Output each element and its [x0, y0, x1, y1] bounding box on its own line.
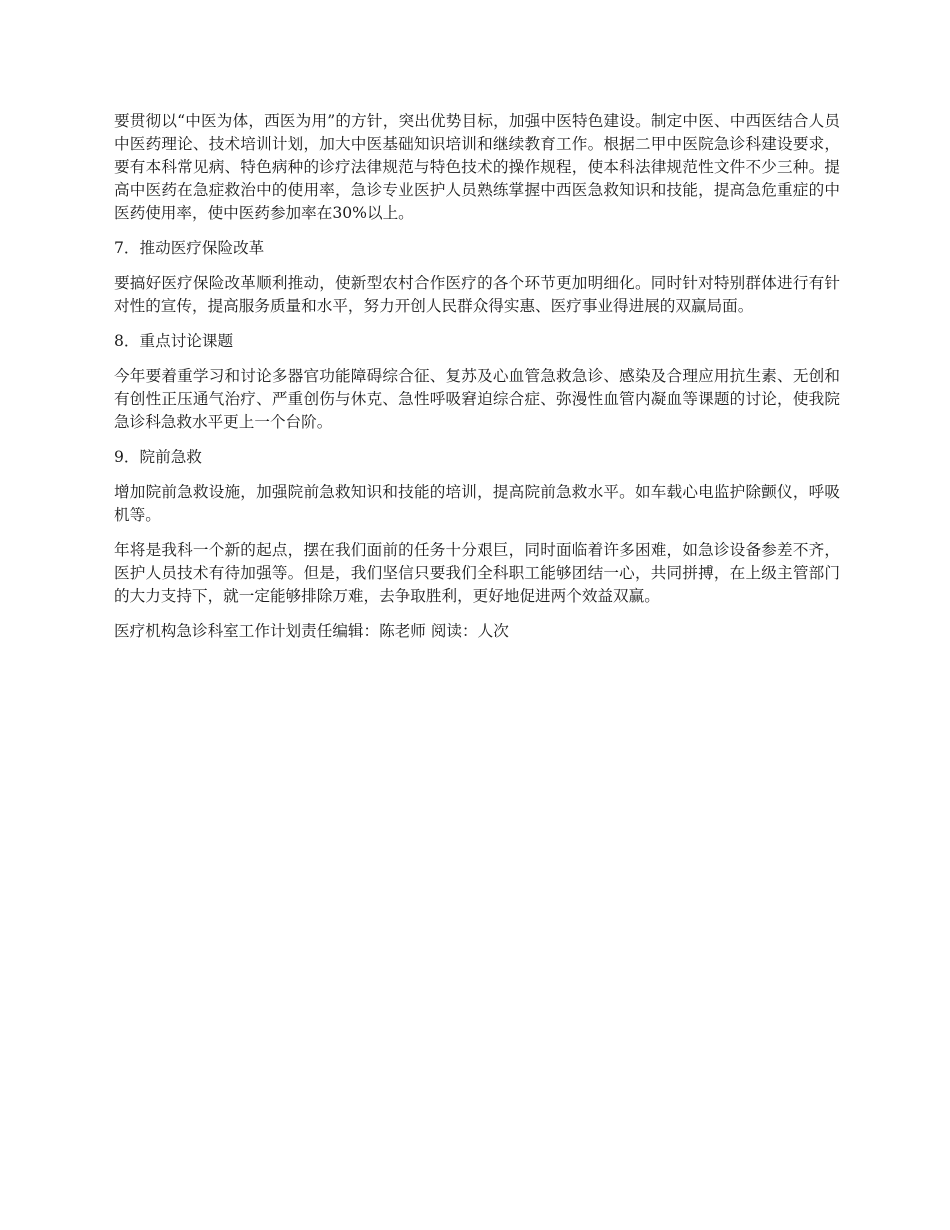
heading-medical-insurance-reform: 7．推动医疗保险改革 [114, 239, 265, 257]
heading-key-topics: 8．重点讨论课题 [114, 332, 234, 350]
paragraph-key-topics: 今年要着重学习和讨论多器官功能障碍综合征、复苏及心血管急救急诊、感染及合理应用抗生素、无创和有创性正压通气治疗、严重创伤与休克、急性呼吸窘迫综合症、弥漫性血管内凝血等课题的讨论，使我院急诊科急救水平更上一个台阶。 [114, 367, 840, 431]
document-body [114, 110, 840, 655]
paragraph-editor-footer: 医疗机构急诊科室工作计划责任编辑：陈老师 阅读：人次 [114, 622, 509, 640]
paragraph-prehospital-emergency: 增加院前急救设施，加强院前急救知识和技能的培训，提高院前急救水平。如车载心电监护除颤仪，呼吸机等。 [114, 483, 840, 524]
heading-prehospital-emergency: 9．院前急救 [114, 448, 202, 466]
paragraph-tcm-development: 要贯彻以“中医为体，西医为用”的方针，突出优势目标，加强中医特色建设。制定中医、中西医结合人员中医药理论、技术培训计划，加大中医基础知识培训和继续教育工作。根据二甲中医院急诊科建设要求，要有本科常见病、特色病种的诊疗法律规范与特色技术的操作规程，使本科法律规范性文件不少三种。提高中医药在急症救治中的使用率，急诊专业医护人员熟练掌握中西医急救知识和技能，提高急危重症的中医药使用率，使中医药参加率在30%以上。 [114, 112, 840, 222]
paragraph-conclusion: 年将是我科一个新的起点，摆在我们面前的任务十分艰巨，同时面临着许多困难，如急诊设备参差不齐，医护人员技术有待加强等。但是，我们坚信只要我们全科职工能够团结一心，共同拼搏，在上级主管部门的大力支持下，就一定能够排除万难，去争取胜利，更好地促进两个效益双赢。 [114, 541, 840, 605]
paragraph-medical-insurance: 要搞好医疗保险改革顺利推动，使新型农村合作医疗的各个环节更加明细化。同时针对特别群体进行有针对性的宣传，提高服务质量和水平，努力开创人民群众得实惠、医疗事业得进展的双赢局面。 [114, 274, 840, 315]
